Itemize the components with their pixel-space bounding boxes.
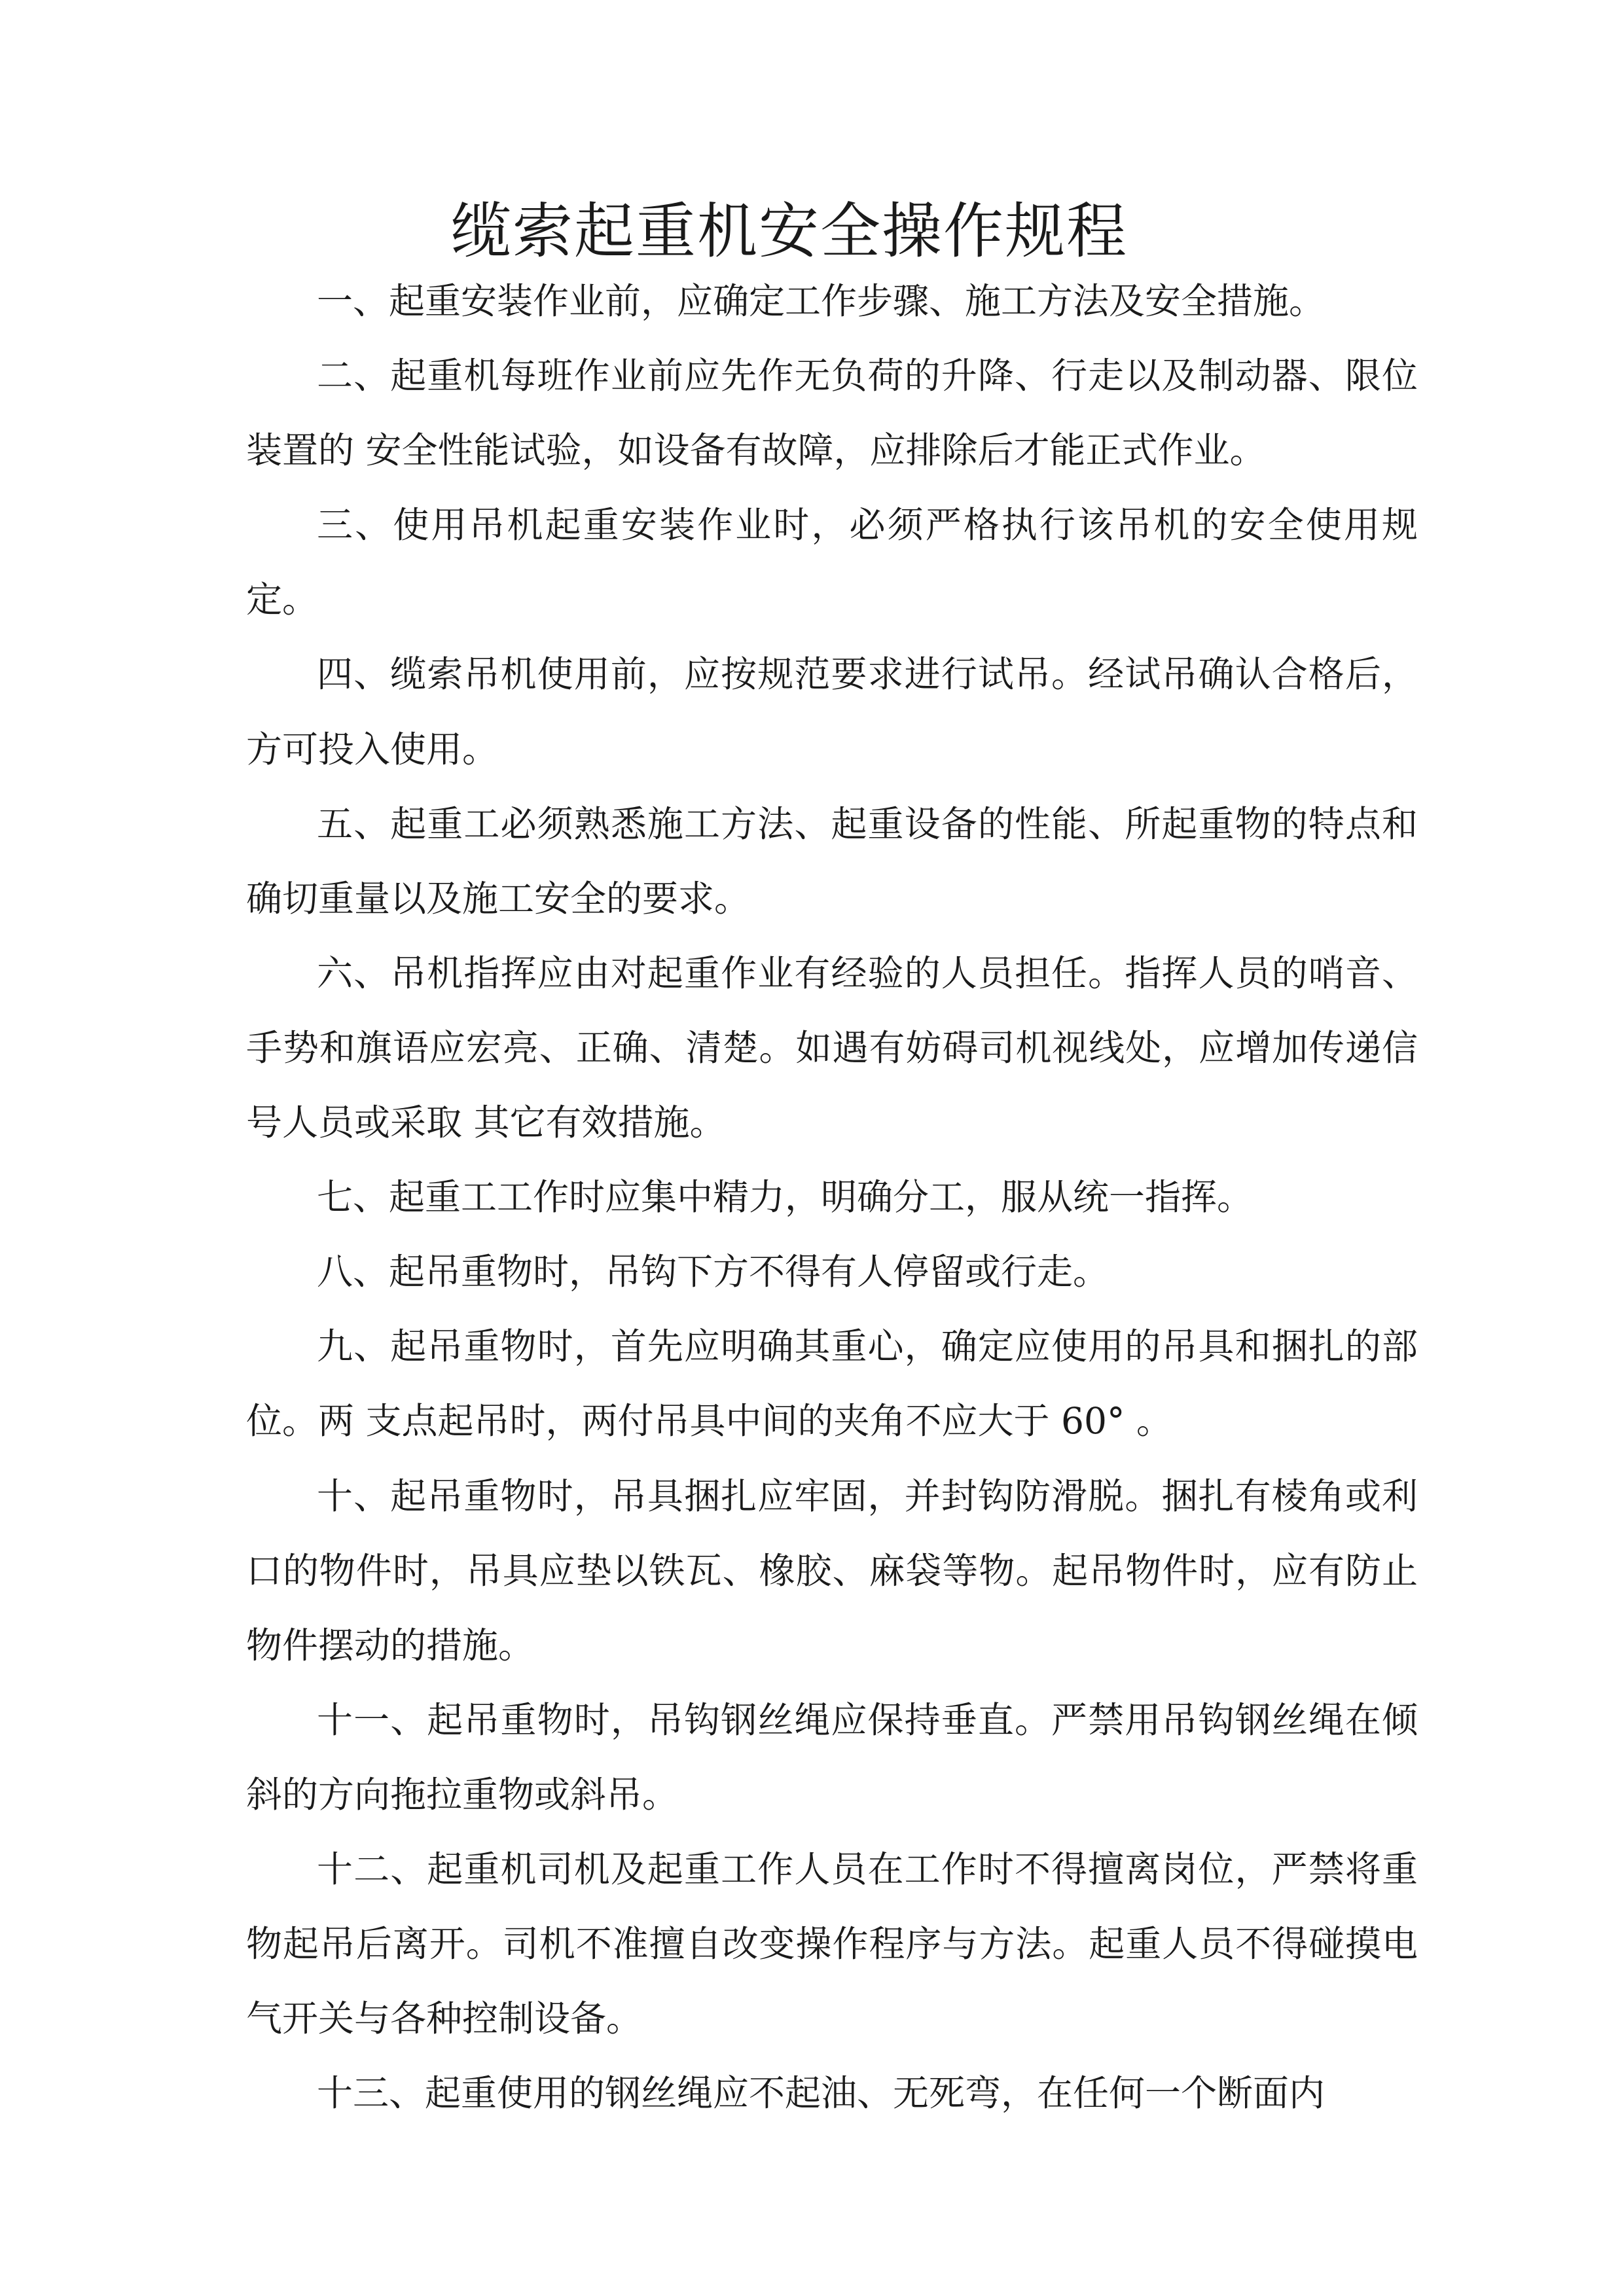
document-title: 缆索起重机安全操作规程 (450, 196, 1128, 266)
paragraph-8: 八、起吊重物时，吊钩下方不得有人停留或行走。 (317, 1251, 1110, 1293)
document-body (246, 264, 1418, 2130)
paragraph-13: 十三、起重使用的钢丝绳应不起油、无死弯，在任何一个断面内 (317, 2072, 1326, 2115)
paragraph-5: 五、起重工必须熟悉施工方法、起重设备的性能、所起重物的特点和确切重量以及施工安全的要求。 (246, 802, 1418, 920)
paragraph-6: 六、吊机指挥应由对起重作业有经验的人员担任。指挥人员的哨音、手势和旗语应宏亮、正确、清楚。如遇有妨碍司机视线处，应增加传递信号人员或采取 其它有效措施。 (246, 952, 1418, 1144)
paragraph-1: 一、起重安装作业前，应确定工作步骤、施工方法及安全措施。 (317, 280, 1326, 322)
paragraph-2: 二、起重机每班作业前应先作无负荷的升降、行走以及制动器、限位装置的 安全性能试验，如设备有故障，应排除后才能正式作业。 (246, 355, 1418, 472)
paragraph-4: 四、缆索吊机使用前，应按规范要求进行试吊。经试吊确认合格后，方可投入使用。 (246, 653, 1418, 770)
paragraph-10: 十、起吊重物时，吊具捆扎应牢固，并封钩防滑脱。捆扎有棱角或利口的物件时，吊具应垫以铁瓦、橡胶、麻袋等物。起吊物件时，应有防止物件摆动的措施。 (246, 1475, 1418, 1666)
paragraph-12: 十二、起重机司机及起重工作人员在工作时不得擅离岗位，严禁将重物起吊后离开。司机不准擅自改变操作程序与方法。起重人员不得碰摸电气开关与各种控制设备。 (246, 1848, 1418, 2040)
paragraph-7: 七、起重工工作时应集中精力，明确分工，服从统一指挥。 (317, 1176, 1254, 1219)
paragraph-11: 十一、起吊重物时，吊钩钢丝绳应保持垂直。严禁用吊钩钢丝绳在倾斜的方向拖拉重物或斜吊。 (246, 1698, 1418, 1816)
paragraph-3: 三、使用吊机起重安装作业时，必须严格执行该吊机的安全使用规定。 (246, 504, 1418, 621)
paragraph-9: 九、起吊重物时，首先应明确其重心，确定应使用的吊具和捆扎的部位。两 支点起吊时，两付吊具中间的夹角不应大于 60° 。 (246, 1325, 1418, 1443)
